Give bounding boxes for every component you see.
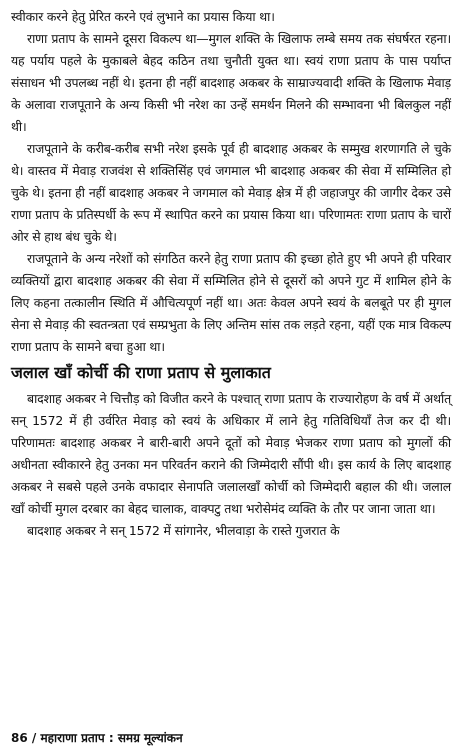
section-heading: जलाल खाँ कोर्ची की राणा प्रताप से मुलाकात [11, 363, 271, 382]
paragraph-second-option: राणा प्रताप के सामने दूसरा विकल्प था—मुगल शक्ति के खिलाफ लम्बे समय तक संघर्षरत रहना। यह पर्याय पहले के मुकाबले बेहद कठिन तथा चुनौती युक्त था। स्वयं राणा प्रताप के पास पर्याप्त संसाधन भी उपलब्ध नहीं थे। इतना ही नहीं बादशाह अकबर के साम्राज्यवादी शक्ति के खिलाफ मेवाड़ के अलावा राजपूताने के अन्य किसी भी नरेश का उन्हें समर्थन मिलने की सम्भावना भी बिलकुल नहीं थी। [11, 31, 451, 134]
page-footer: 86 / महाराणा प्रताप : समग्र मूल्यांकन [11, 731, 183, 745]
paragraph-continued: स्वीकार करने हेतु प्रेरित करने एवं लुभाने का प्रयास किया था। [11, 9, 275, 24]
paragraph-akbar-envoys: बादशाह अकबर ने चित्तौड़ को विजीत करने के पश्चात् राणा प्रताप के राज्यारोहण के वर्ष में अर्थात् सन् 1572 में ही उर्वरित मेवाड़ को स्वयं के अधिकार में लाने हेतु गतिविधियाँ तेज कर दी थी। परिणामतः बादशाह अकबर ने बारी-बारी अपने दूतों को मेवाड़ भेजकर राणा प्रताप को मुगलों की अधीनता स्वीकारने हेतु उनका मन परिवर्तन कराने की जिम्मेदारी सौंपी थी। इस कार्य के लिए बादशाह अकबर ने सबसे पहले उनके वफादार सेनापति जलालखाँ कोर्ची को जिम्मेदारी बहाल की थी। जलाल खाँ कोर्ची मुगल दरबार का बेहद चालाक, वाक्पटु तथा भरोसेमंद व्यक्ति के तौर पर जाना जाता था। [11, 391, 451, 516]
paragraph-rajputana-rulers: राजपूताने के करीब-करीब सभी नरेश इसके पूर्व ही बादशाह अकबर के सम्मुख शरणागति ले चुके थे। वास्तव में मेवाड़ राजवंश से शक्तिसिंह एवं जगमाल भी बादशाह अकबर की सेवा में सम्मिलित हो चुके थे। इतना ही नहीं बादशाह अकबर ने जगमाल को मेवाड़ क्षेत्र में ही जहाजपुर की जागीर देकर उसे राणा प्रताप के प्रतिस्पर्धी के रूप में स्थापित करने का प्रयास किया था। परिणामतः राणा प्रताप के चारों ओर से हाथ बंध चुके थे। [11, 141, 451, 244]
paragraph-sanganer: बादशाह अकबर ने सन् 1572 में सांगानेर, भीलवाड़ा के रास्ते गुजरात के [27, 523, 340, 538]
paragraph-only-option: राजपूताने के अन्य नरेशों को संगठित करने हेतु राणा प्रताप की इच्छा होते हुए भी अपने ही परिवार व्यक्तियों द्वारा बादशाह अकबर की सेवा में सम्मिलित होने से दूसरों को अपने गुट में शामिल होने के लिए कहना तत्कालीन स्थिति में औचित्यपूर्ण नहीं था। अतः केवल अपने स्वयं के बलबूते पर ही मुगल सेना से मेवाड़ की स्वतन्त्रता एवं सम्प्रभुता के लिए अन्तिम सांस तक लड़ते रहना, यहीं एक मात्र विकल्प राणा प्रताप के सामने बचा हुआ था। [11, 251, 451, 354]
